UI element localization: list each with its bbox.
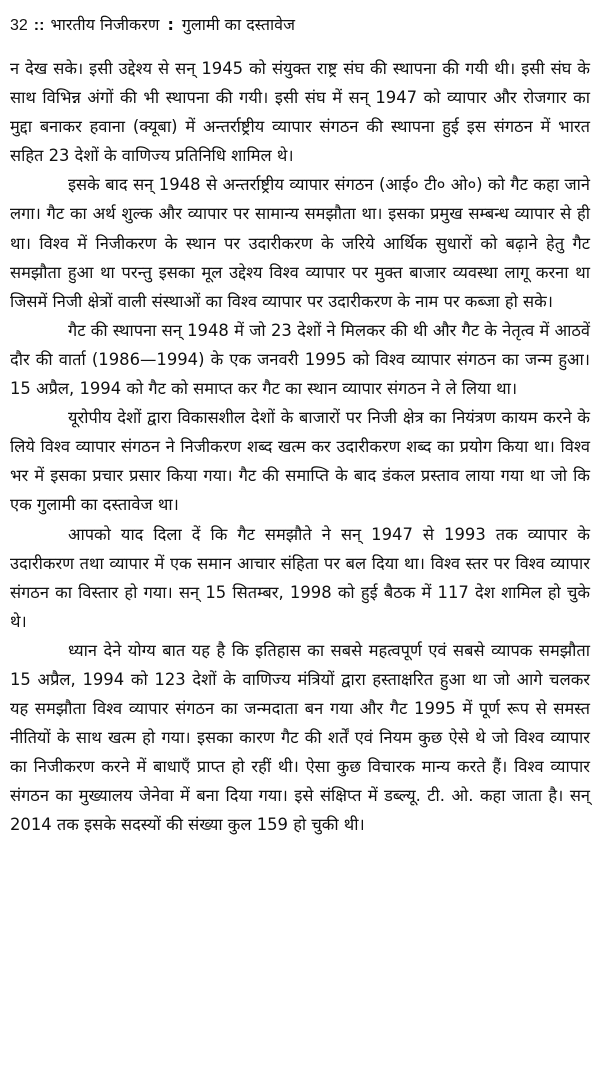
book-subtitle: गुलामी का दस्तावेज — [181, 15, 295, 34]
header-separator: :: — [33, 17, 45, 34]
body-text — [10, 54, 590, 840]
running-header — [10, 14, 590, 38]
title-separator: : — [167, 15, 174, 34]
paragraph-gatt-origin: इसके बाद सन् 1948 से अन्तर्राष्ट्रीय व्यापार संगठन (आई० टी० ओ०) को गैट कहा जाने लगा। गैट का अर्थ शुल्क और व्यापार पर सामान्य समझौता था। इसका प्रमुख सम्बन्ध व्यापार से ही था। विश्व में निजीकरण के स्थान पर उदारीकरण के जरिये आर्थिक सुधारों को बढ़ाने हेतु गैट समझौता हुआ था परन्तु इसका मूल उद्देश्य विश्व व्यापार पर मुक्त बाजार व्यवस्था लागू करना था जिसमें निजी क्षेत्रों वाली संस्थाओं का विश्व व्यापार पर उदारीकरण के नाम पर कब्जा हो सके। — [10, 175, 590, 311]
paragraph-continuation: न देख सके। इसी उद्देश्य से सन् 1945 को संयुक्त राष्ट्र संघ की स्थापना की गयी थी। इसी संघ के साथ विभिन्न अंगों की भी स्थापना की गयी। इसी संघ में सन् 1947 को व्यापार और रोजगार का मुद्दा बनाकर हवाना (क्यूबा) में अन्तर्राष्ट्रीय व्यापार संगठन की स्थापना हुई इस संगठन में भारत सहित 23 देशों के वाणिज्य प्रतिनिधि शामिल थे। — [10, 59, 590, 166]
book-title: भारतीय निजीकरण — [50, 15, 160, 34]
paragraph-privatization: यूरोपीय देशों द्वारा विकासशील देशों के बाजारों पर निजी क्षेत्र का नियंत्रण कायम करने के लिये विश्व व्यापार संगठन ने निजीकरण शब्द खत्म कर उदारीकरण शब्द का प्रयोग किया था। विश्व भर में इसका प्रचार प्रसार किया गया। गैट की समाप्ति के बाद डंकल प्रस्ताव लाया गया था जो कि एक गुलामी का दस्तावेज था। — [10, 408, 590, 515]
paragraph-wto-birth: गैट की स्थापना सन् 1948 में जो 23 देशों ने मिलकर की थी और गैट के नेतृत्व में आठवें दौर की वार्ता (1986—1994) के एक जनवरी 1995 को विश्व व्यापार संगठन का जन्म हुआ। 15 अप्रैल, 1994 को गैट को समाप्त कर गैट का स्थान व्यापार संगठन ने ले लिया था। — [10, 320, 590, 399]
page-number: 32 — [10, 17, 28, 34]
paragraph-liberalization: आपको याद दिला दें कि गैट समझौते ने सन् 1947 से 1993 तक व्यापार के उदारीकरण तथा व्यापार में एक समान आचार संहिता पर बल दिया था। विश्व स्तर पर विश्व व्यापार संगठन का विस्तार हो गया। सन् 15 सितम्बर, 1998 को हुई बैठक में 117 देश शामिल हो चुके थे। — [10, 524, 590, 631]
paragraph-agreement-1994: ध्यान देने योग्य बात यह है कि इतिहास का सबसे महत्वपूर्ण एवं सबसे व्यापक समझौता 15 अप्रैल, 1994 को 123 देशों के वाणिज्य मंत्रियों द्वारा हस्ताक्षरित हुआ था जो आगे चलकर यह समझौता विश्व व्यापार संगठन का जन्मदाता बन गया और गैट 1995 में पूर्ण रूप से समस्त नीतियों के साथ खत्म हो गया। इसका कारण गैट की शर्तें एवं नियम कुछ ऐसे थे जो विश्व व्यापार का निजीकरण करने में बाधाएँ प्राप्त हो रहीं थी। ऐसा कुछ विचारक मान्य करते हैं। विश्व व्यापार संगठन का मुख्यालय जेनेवा में बना दिया गया। इसे संक्षिप्त में डब्ल्यू. टी. ओ. कहा जाता है। सन् 2014 तक इसके सदस्यों की संख्या कुल 159 हो चुकी थी। — [10, 640, 590, 835]
